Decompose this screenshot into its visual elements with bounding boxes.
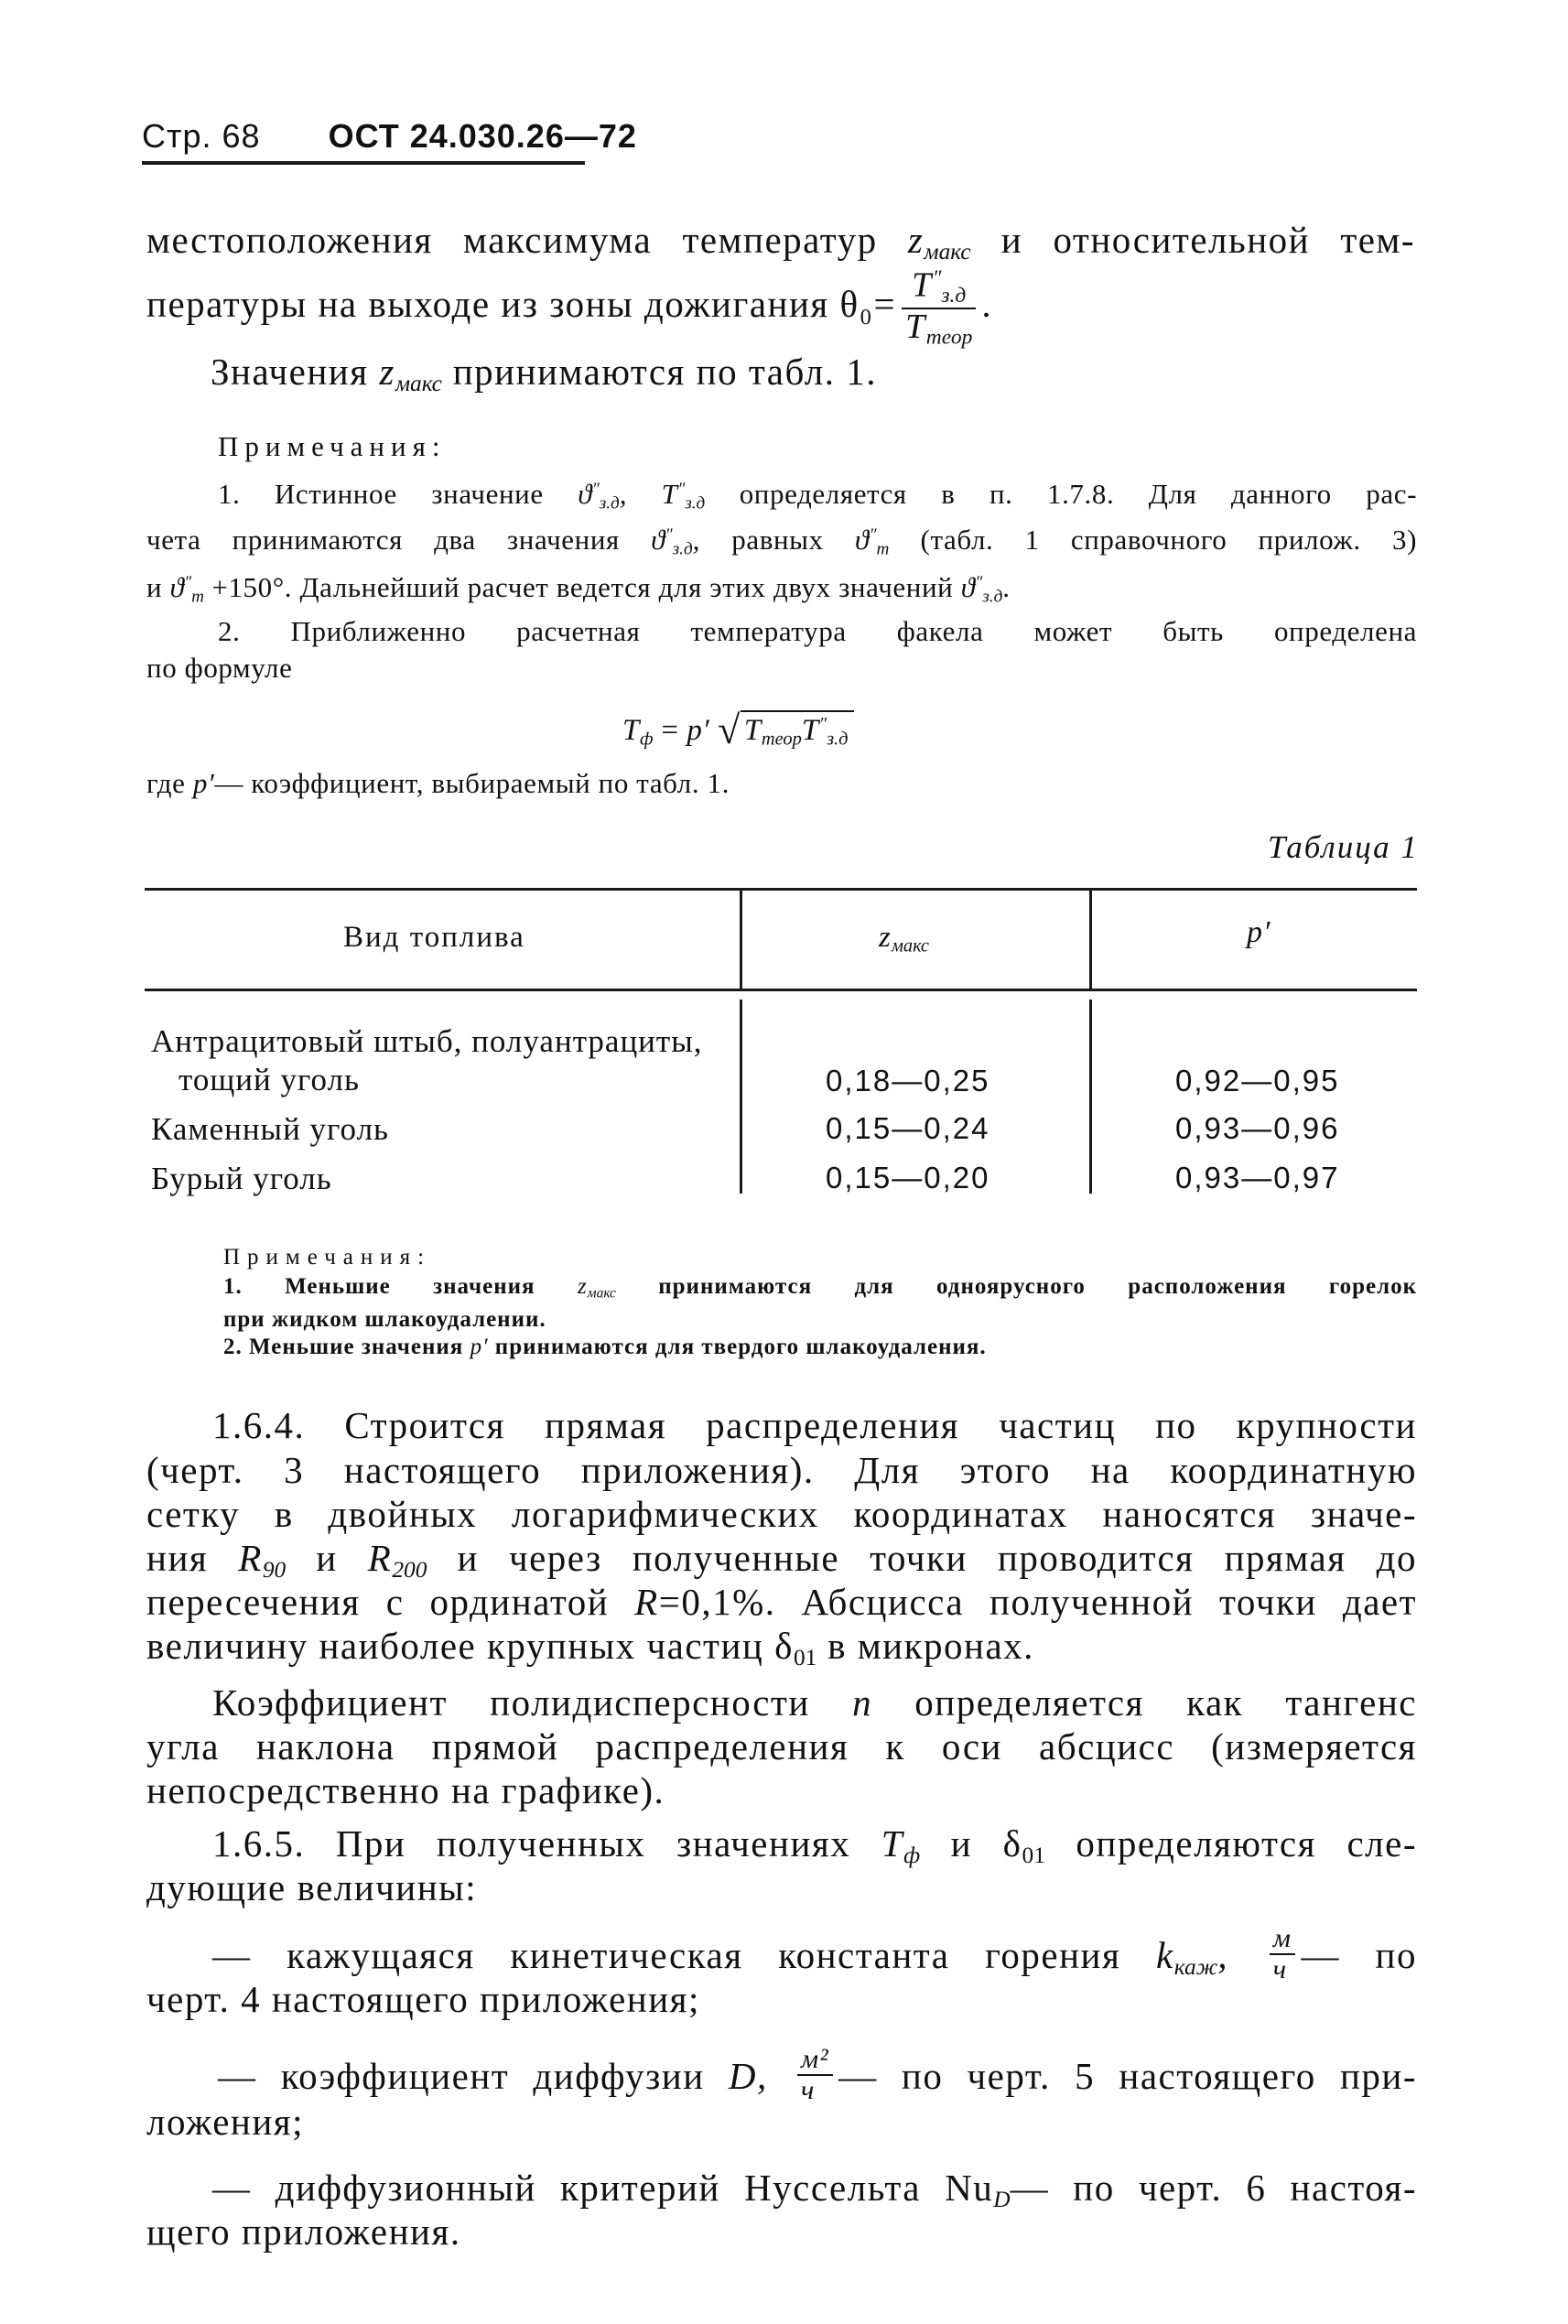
bullet-kinetic-constant-cont: черт. 4 настоящего приложения; bbox=[146, 1978, 700, 2020]
flame-temperature-formula: $T_ф = p'$ √ $T_{теор}T''_{з.д}$ bbox=[622, 703, 854, 751]
table-header-fuel: Вид топлива bbox=[343, 921, 525, 954]
section-164-line-5: пересечения с ординатой R=0,1%. Абсцисса полученной точки дает bbox=[146, 1581, 1418, 1623]
intro-line-3: Значения $z_{макс}$ принимаются по табл. 1. bbox=[211, 351, 878, 397]
note-1-line-3: и $ϑ''_т +150^\circ$. Дальнейший расчет ведется для этих двух значений $ϑ''_{з.д}$. bbox=[146, 571, 1011, 607]
bullet-nusselt-criterion-cont: щего приложения. bbox=[146, 2211, 461, 2253]
table-note-2: 2. Меньшие значения p′ принимаются для твердого шлакоудаления. bbox=[223, 1335, 987, 1359]
table-row-2-z: 0,15—0,24 bbox=[826, 1111, 990, 1145]
table-row-3-p: 0,93—0,97 bbox=[1175, 1161, 1340, 1194]
note-2-line-2: по формуле bbox=[146, 652, 293, 684]
page-header bbox=[142, 117, 637, 156]
table-header-rule bbox=[145, 989, 1417, 991]
table-vline-1-body bbox=[740, 1000, 742, 1194]
table-row-3-fuel: Бурый уголь bbox=[151, 1161, 332, 1196]
table-note-1-line-1: 1. Меньшие значения $z_{макс}$ принимаются для одноярусного расположения горелок bbox=[223, 1274, 1418, 1302]
where-line: где p′— коэффициент, выбираемый по табл. 1. bbox=[146, 767, 730, 799]
section-165-line-2: дующие величины: bbox=[146, 1866, 478, 1908]
section-164-line-1: 1.6.4. Строится прямая распределения частиц по крупности bbox=[212, 1404, 1417, 1446]
bullet-nusselt-criterion: — диффузионный критерий Нуссельта $Nu_D—$ по черт. 6 настоя- bbox=[212, 2167, 1417, 2213]
table-top-rule bbox=[145, 888, 1417, 891]
table-row-2-fuel: Каменный уголь bbox=[151, 1111, 390, 1147]
header-underline bbox=[142, 161, 585, 165]
bullet-diffusion-coefficient: — коэффициент диффузии D, $\frac{\text{м²}}{ч}$ — по черт. 5 настоящего при- bbox=[218, 2044, 1418, 2105]
table-row-1-z: 0,18—0,25 bbox=[826, 1064, 990, 1097]
table-note-1-line-2: при жидком шлакоудалении. bbox=[223, 1307, 546, 1332]
table-notes-heading: Примечания: bbox=[223, 1245, 432, 1270]
table-vline-2-header bbox=[1089, 888, 1092, 990]
table-vline-2-body bbox=[1089, 1000, 1092, 1194]
note-1-line-1: 1. Истинное значение $ϑ''_{з.д}$, $T''_{з.д}$ определяется в п. 1.7.8. Для данного рас- bbox=[218, 478, 1417, 513]
section-164-line-4: ния $R_{90}$ и $R_{200}$ и через полученные точки проводится прямая до bbox=[146, 1537, 1418, 1584]
table-caption: Таблица 1 bbox=[1268, 829, 1419, 865]
notes-heading: Примечания: bbox=[218, 430, 447, 462]
section-164-line-8: угла наклона прямой распределения к оси абсцисс (измеряется bbox=[146, 1725, 1417, 1767]
section-165-line-1: 1.6.5. При полученных значениях $T_ф$ и $\delta_{01}$ определяются сле- bbox=[212, 1822, 1417, 1869]
intro-line-1: местоположения максимума температур $z_{макс}$ и относительной тем- bbox=[146, 219, 1416, 265]
document-code: ОСТ 24.030.26—72 bbox=[328, 117, 637, 155]
table-row-1-p: 0,92—0,95 bbox=[1175, 1064, 1340, 1097]
note-1-line-2: чета принимаются два значения $ϑ''_{з.д}$, равных $ϑ''_т$ (табл. 1 справочного прилож. 3) bbox=[146, 524, 1418, 559]
table-row-2-p: 0,93—0,96 bbox=[1175, 1111, 1340, 1145]
page-label: Стр. 68 bbox=[142, 117, 261, 155]
table-row-1-fuel-cont: тощий уголь bbox=[178, 1062, 360, 1097]
bullet-kinetic-constant: — кажущаяся кинетическая константа горения $k_{каж}$, $\frac{м}{ч}$ — по bbox=[212, 1923, 1417, 1984]
table-row-3-z: 0,15—0,20 bbox=[826, 1161, 990, 1194]
table-header-p: p′ bbox=[1247, 915, 1271, 949]
table-vline-1-header bbox=[740, 888, 742, 990]
theta-fraction: $\frac{T''_{з.д}}{T_{теор}}$ bbox=[902, 267, 976, 349]
section-164-line-6: величину наиболее крупных частиц $\delta_{01}$ в микронах. bbox=[146, 1625, 1034, 1671]
intro-line-2: пературы на выходе из зоны дожигания θ₀= $\frac{T''_{з.д}}{T_{теор}}$ . bbox=[146, 265, 993, 350]
section-164-line-9: непосредственно на графике). bbox=[146, 1769, 665, 1811]
note-2-line-1: 2. Приближенно расчетная температура факела может быть определена bbox=[218, 615, 1417, 647]
table-header-zmax: $z_{макс}$ bbox=[879, 921, 929, 957]
table-row-1-fuel: Антрацитовый штыб, полуантрациты, bbox=[151, 1023, 703, 1059]
bullet-diffusion-coefficient-cont: ложения; bbox=[146, 2101, 305, 2143]
section-164-line-3: сетку в двойных логарифмических координатах наносятся значе- bbox=[146, 1493, 1417, 1535]
section-164-line-7: Коэффициент полидисперсности n определяется как тангенс bbox=[212, 1681, 1417, 1724]
section-164-line-2: (черт. 3 настоящего приложения). Для этого на координатную bbox=[146, 1449, 1417, 1491]
